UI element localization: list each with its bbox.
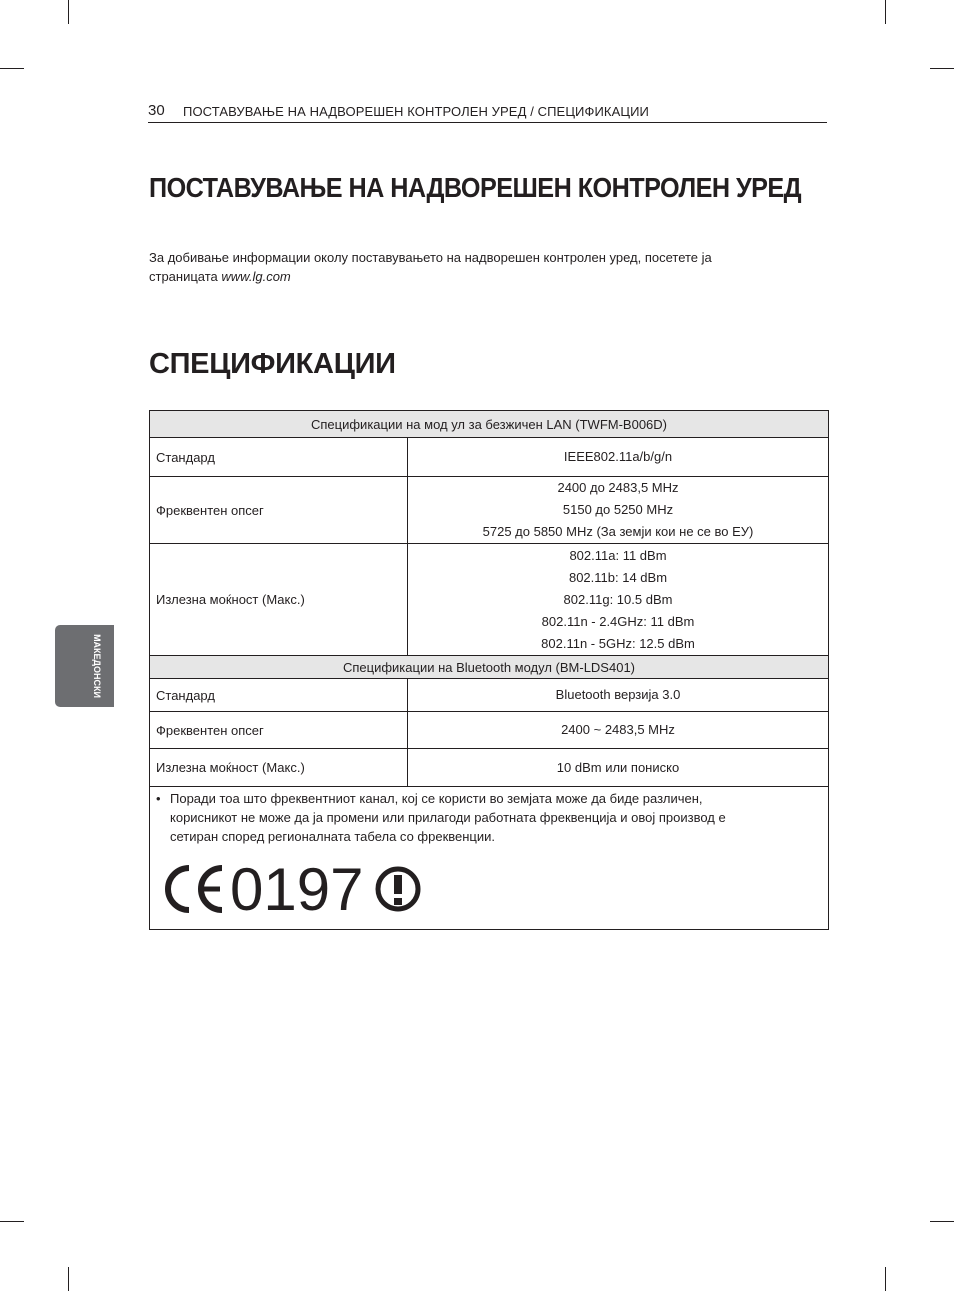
crop-mark	[0, 68, 24, 69]
wlan-power-value: 802.11b: 14 dBm	[568, 569, 668, 585]
wlan-power-label: Излезна моќност (Макс.)	[150, 544, 408, 655]
bt-freq-label: Фреквентен опсег	[150, 712, 408, 748]
table-row	[150, 712, 828, 749]
notified-body-number: 0197	[230, 861, 364, 917]
alert-dot	[394, 898, 402, 905]
language-side-tab	[55, 625, 114, 707]
table-row	[150, 438, 828, 477]
bt-standard-text: Bluetooth верзија 3.0	[555, 687, 681, 702]
note-text	[156, 789, 810, 846]
wlan-power-value: 802.11g: 10.5 dBm	[563, 591, 673, 607]
wlan-standard-label: Стандард	[150, 438, 408, 476]
wlan-freq-label: Фреквентен опсег	[150, 477, 408, 543]
intro-paragraph	[149, 248, 789, 286]
section-title-specifications: СПЕЦИФИКАЦИИ	[149, 348, 396, 380]
crop-mark	[885, 0, 886, 24]
intro-line-2	[149, 267, 789, 286]
crop-mark	[930, 68, 954, 69]
page-number: 30	[148, 102, 165, 119]
wlan-header: Спецификации на мод ул за безжичен LAN (TWFM-B006D)	[311, 416, 667, 432]
wlan-freq-value: 5150 до 5250 MHz	[562, 502, 674, 517]
bt-power-label: Излезна моќност (Макс.)	[150, 749, 408, 786]
bullet: •	[156, 791, 161, 806]
note-cell	[150, 787, 828, 929]
wlan-freq-values	[408, 477, 828, 543]
bt-standard-label: Стандард	[150, 679, 408, 711]
wlan-header-row	[150, 411, 828, 438]
running-title: ПОСТАВУВАЊЕ НА НАДВОРЕШЕН КОНТРОЛЕН УРЕД / СПЕЦИФИКАЦИИ	[183, 104, 649, 119]
wlan-standard-text: IEEE802.11a/b/g/n	[563, 449, 673, 464]
table-row	[150, 679, 828, 712]
wlan-freq-value: 2400 до 2483,5 MHz	[557, 480, 679, 495]
bt-power-text: 10 dBm или пониско	[556, 759, 680, 775]
alert-bar	[394, 875, 402, 894]
wlan-power-value: 802.11a: 11 dBm	[569, 547, 667, 563]
crop-mark	[0, 1221, 24, 1222]
intro-prefix: страницата	[149, 269, 222, 284]
table-row	[150, 477, 828, 544]
wlan-freq-value: 5725 до 5850 MHz (За земји кои не се во ЕУ)	[482, 524, 754, 539]
crop-mark	[68, 1267, 69, 1291]
website-link[interactable]: www.lg.com	[221, 269, 291, 284]
language-label: МАКЕДОНСКИ	[92, 634, 102, 698]
wlan-power-values	[408, 544, 828, 655]
bt-power-value	[408, 749, 828, 786]
page-header	[148, 102, 827, 123]
table-row	[150, 749, 828, 787]
wlan-power-value: 802.11n - 2.4GHz: 11 dBm	[541, 613, 695, 629]
wlan-power-value: 802.11n - 5GHz: 12.5 dBm	[541, 635, 695, 651]
crop-mark	[885, 1267, 886, 1291]
table-row	[150, 544, 828, 656]
note-line: сетиран според регионалната табела со фреквенции.	[170, 829, 496, 844]
section-title-setup: ПОСТАВУВАЊЕ НА НАДВОРЕШЕН КОНТРОЛЕН УРЕД	[149, 172, 802, 203]
bluetooth-header: Спецификации на Bluetooth модул (BM-LDS401)	[342, 659, 636, 675]
ce-mark-icon	[158, 861, 428, 917]
intro-line-1: За добивање информации околу поставувањето на надворешен контролен уред, посетете ја	[149, 250, 712, 265]
bluetooth-header-row	[150, 656, 828, 679]
bt-standard-value	[408, 679, 828, 711]
note-line: Поради тоа што фреквентниот канал, кој се користи во земјата може да биде различен,	[170, 791, 703, 806]
bt-freq-value	[408, 712, 828, 748]
wlan-standard-value	[408, 438, 828, 476]
specifications-table	[149, 410, 829, 930]
ce-c-letter	[168, 868, 189, 910]
crop-mark	[68, 0, 69, 24]
crop-mark	[930, 1221, 954, 1222]
bt-freq-text: 2400 ~ 2483,5 MHz	[561, 722, 675, 737]
note-line: корисникот не може да ја промени или прилагоди работната фреквенција и овој производ е	[170, 810, 726, 825]
